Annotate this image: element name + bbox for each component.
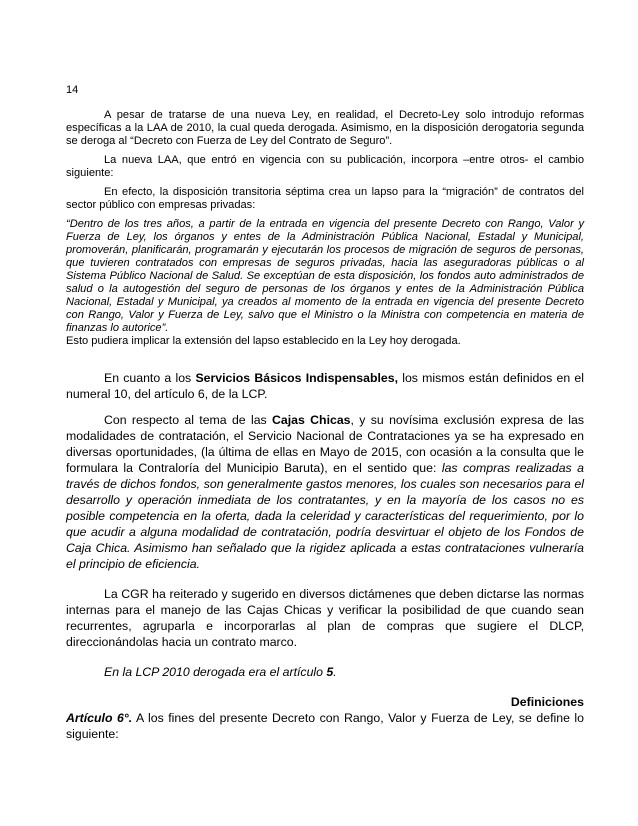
petty-cash-term: Cajas Chicas	[272, 413, 351, 427]
petty-cash-pre: Con respecto al tema de las	[104, 413, 273, 427]
petty-cash-mid: , y su novísima exclusión expresa de las modalidades de contratación, el Servicio Nacional de Contrataciones ya se ha expresado en diversas oportunidades, (la última de ellas en Mayo de 2015, con ocasión a la consulta que le formulara la Contraloría del Municipio Baruta), en el sentido que:	[66, 413, 585, 475]
quoted-provision: “Dentro de los tres años, a partir de la entrada en vigencia del presente Decreto con Rango, Valor y Fuerza de Ley, los órganos y entes de la Administración Pública Nacional, Estadal y Municipal, promoverán, planificarán, programarán y ejecutarán los procesos de migración de seguros de personas, que tuvieren contratados con empresas de seguros privadas, hacia las aseguradoras públicas o al Sistema Público Nacional de Salud. Se exceptúan de esta disposición, los fondos auto administrados de salud o la autogestión del seguro de personas de los órganos y entes de la Administración Pública Nacional, Estadal y Municipal, ya creados al momento de la entrada en vigencia del presente Decreto con Rango, Valor y Fuerza de Ley, salvo que el Ministro o la Ministra con competencia en materia de finanzas lo autorice”.	[66, 218, 584, 334]
page-number: 14	[66, 84, 79, 96]
paragraph-cgr: La CGR ha reiterado y sugerido en diversos dictámenes que deben dictarse las normas internas para el manejo de las Cajas Chicas y verificar la posibilidad de que cuando sean recurrentes, agruparla e incorporarlas al plan de compras que sugiere el DLCP, direccionándolas hacia un contrato marco.	[66, 587, 584, 649]
section-heading-definitions: Definiciones	[510, 695, 584, 709]
paragraph-transitory-provision: En efecto, la disposición transitoria séptima crea un lapso para la “migración” de contratos del sector público con empresas privadas:	[66, 186, 584, 211]
article-6-label: Artículo 6°.	[66, 711, 133, 725]
paragraph-lcp-2010	[66, 664, 584, 680]
paragraph-basic-services	[66, 370, 584, 402]
basic-services-pre: En cuanto a los	[104, 371, 196, 385]
paragraph-petty-cash	[66, 412, 584, 572]
lcp-2010-post: .	[333, 665, 337, 679]
lcp-2010-pre: En la LCP 2010 derogada era el artículo	[104, 665, 327, 679]
document-page	[66, 84, 584, 742]
basic-services-term: Servicios Básicos Indispensables,	[195, 371, 398, 385]
paragraph-extension-note: Esto pudiera implicar la extensión del lapso establecido en la Ley hoy derogada.	[66, 335, 461, 347]
basic-services-post: los mismos están definidos en el numeral 10, del artículo 6, de la LCP.	[66, 371, 584, 401]
paragraph-intro: A pesar de tratarse de una nueva Ley, en realidad, el Decreto-Ley solo introdujo reformas específicas a la LAA de 2010, la cual queda derogada. Asimismo, en la disposición derogatoria segunda se deroga al “Decreto con Fuerza de Ley del Contrato de Seguro”.	[66, 109, 584, 147]
petty-cash-quote: las compras realizadas a través de dichos fondos, son generalmente gastos menores, los cuales son necesarios para el desarrollo y operación inmediata de los contratantes, y en la mayoría de los casos no es posible competencia en la oferta, dada la celeridad y características del requerimiento, por lo que acudir a alguna modalidad de contratación, podría desvirtuar el objeto de los Fondos de Caja Chica. Asimismo han señalado que la rigidez aplicada a estas contrataciones vulneraría el principio de eficiencia.	[66, 461, 584, 571]
article-6	[66, 710, 584, 742]
lcp-2010-article-number: 5	[326, 665, 334, 679]
paragraph-new-laa: La nueva LAA, que entró en vigencia con su publicación, incorpora –entre otros- el cambio siguiente:	[66, 154, 584, 179]
article-6-text: A los fines del presente Decreto con Rango, Valor y Fuerza de Ley, se define lo siguiente:	[66, 711, 585, 741]
